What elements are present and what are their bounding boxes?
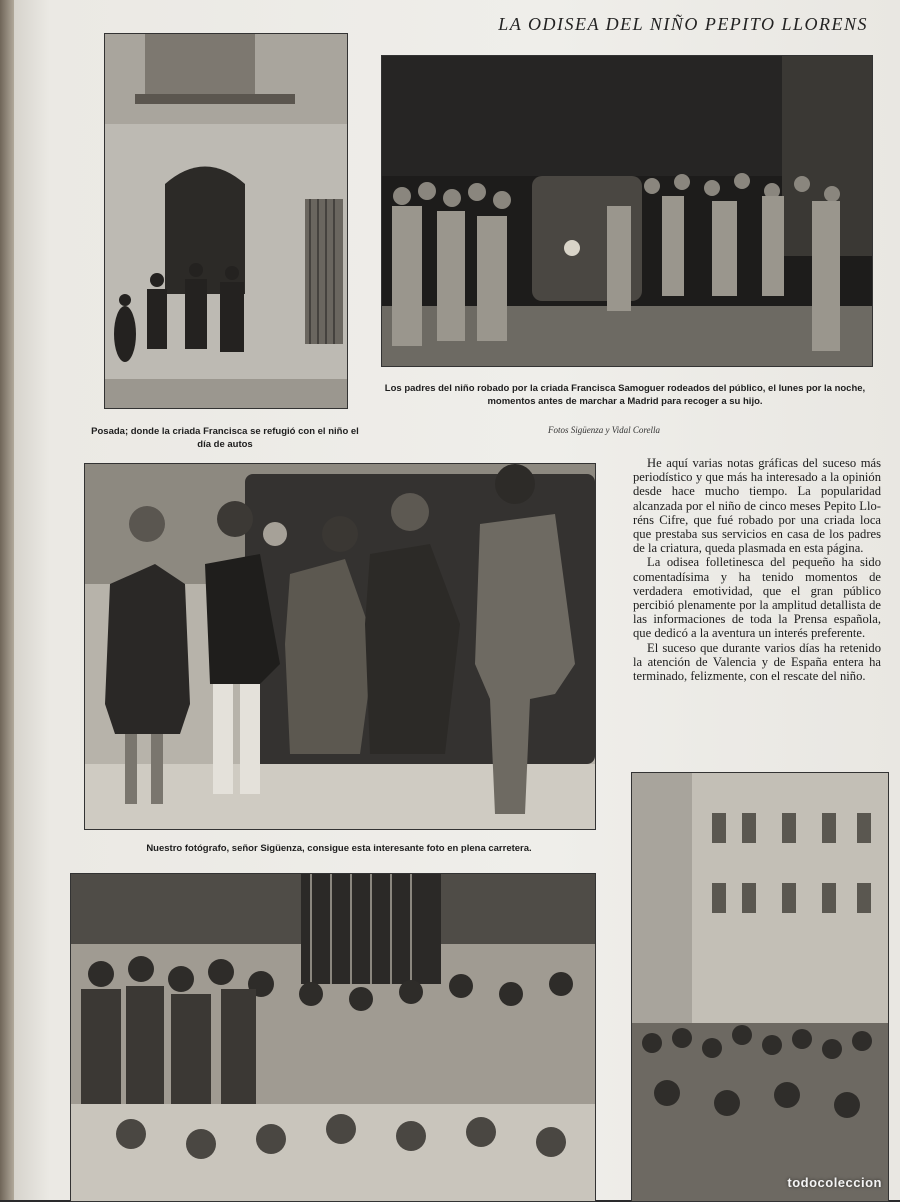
parents-caption: Los padres del niño robado por la criada Francisca Samoguer rodeados del público, el lunes por la noche, momentos antes de marchar a Madrid para recoger a su hijo. (384, 383, 866, 407)
article-paragraph: La odisea folletinesca del pequeño ha sido comentadísima y ha tenido momentos de verdadera emotividad, que el gran público percibió plenamente por la amplitud detallista de las informaciones de toda la Prensa española, que dedicó a la aventura un interés preferente. (633, 555, 881, 641)
article-paragraph: El suceso que durante varios días ha retenido la atención de Valencia y de España entera ha terminado, felizmente, con el rescate del niño. (633, 640, 881, 684)
photo-roadside (84, 463, 596, 830)
watermark-logo: todocoleccion (787, 1175, 882, 1190)
photo-crowd-cafe (70, 873, 596, 1202)
posada-caption: Posada; donde la criada Francisca se refugió con el niño el día de autos (91, 426, 359, 450)
photo-credit: Fotos Sigüenza y Vidal Corella (548, 425, 660, 435)
road-caption: Nuestro fotógrafo, señor Sigüenza, consigue esta interesante foto en plena carretera. (146, 843, 532, 854)
article-body (633, 456, 881, 683)
photo-street-crowd (631, 772, 889, 1202)
article-paragraph: He aquí varias notas gráficas del suceso más periodístico y que más ha interesado a la opinión desde hace mucho tiempo. La popularidad alcanzada por el niño de cinco meses Pepito Lloréns Cifre, que fué robado por una criada loca que prestaba sus servicios en casa de los padres de la criatura, queda plasmada en esta página. (633, 456, 881, 556)
photo-parents-crowd (381, 55, 873, 367)
page-title: LA ODISEA DEL NIÑO PEPITO LLORENS (498, 14, 868, 34)
photo-posada (104, 33, 348, 409)
